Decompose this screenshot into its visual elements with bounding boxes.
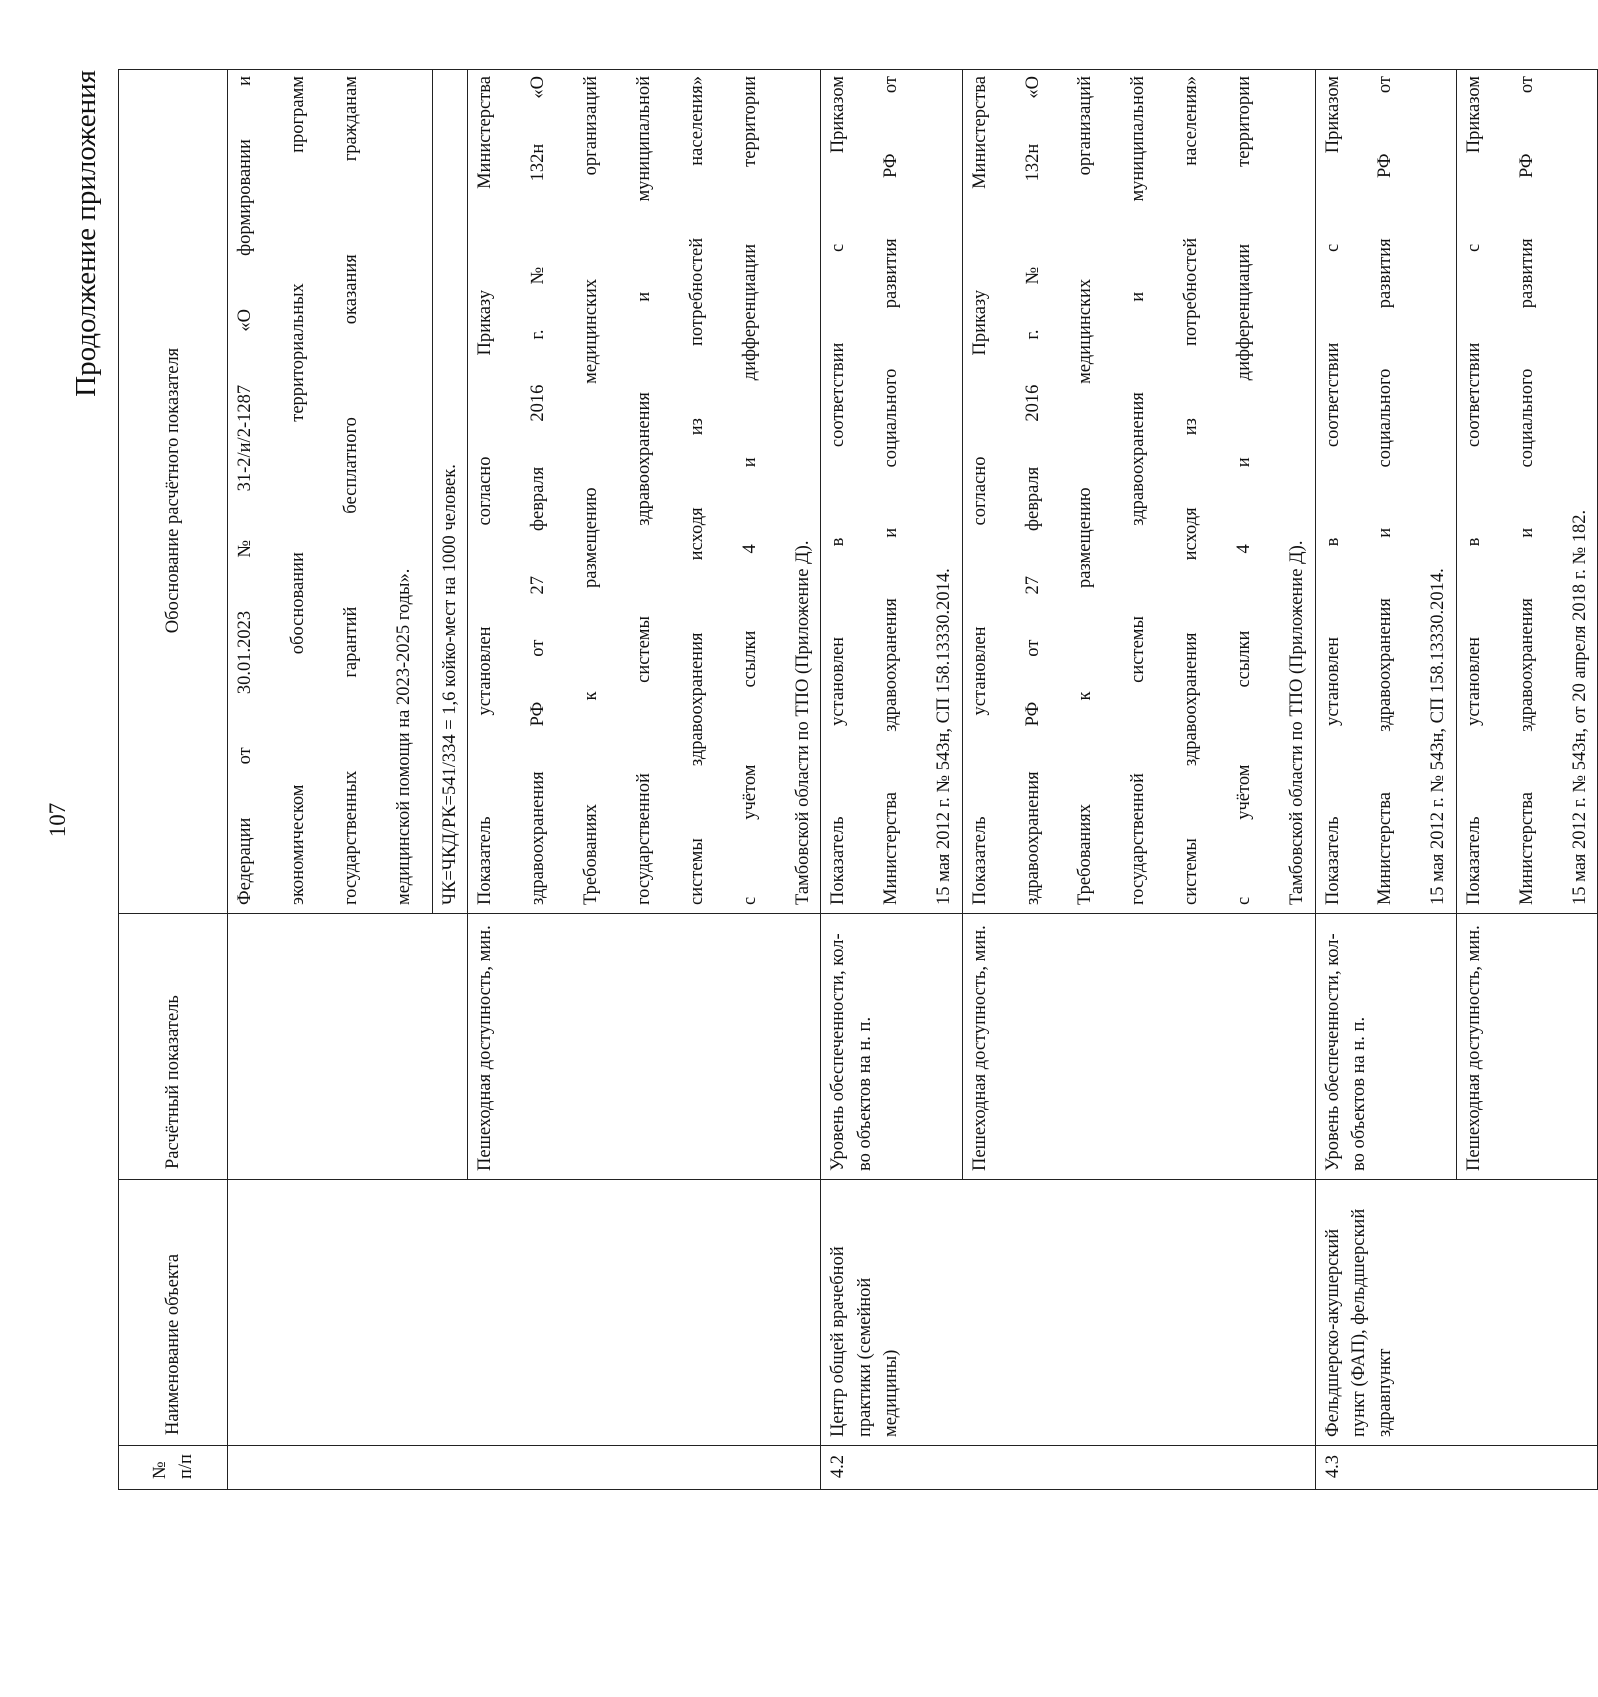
justification-line: системы здравоохранения исходя из потребностей населения» xyxy=(1181,76,1202,905)
row-justification xyxy=(228,70,433,914)
row-object-name: Фельдшерско-акушерский пункт (ФАП), фельдшерский здравпункт xyxy=(1315,1180,1598,1446)
justification-line: Требованиях к размещению медицинских организаций xyxy=(1075,76,1096,905)
justification-line: Министерства здравоохранения и социального развития РФ от xyxy=(881,76,902,905)
justification-line: с учётом ссылки 4 и дифференциации территории xyxy=(739,76,760,905)
row-justification xyxy=(1315,70,1456,914)
table-row xyxy=(1315,70,1456,1490)
justification-line: государственной системы здравоохранения и муниципальной xyxy=(1128,76,1149,905)
justification-line: с учётом ссылки 4 и дифференциации территории xyxy=(1234,76,1255,905)
row-justification xyxy=(468,70,821,914)
header-indicator: Расчётный показатель xyxy=(119,914,228,1180)
justification-line: Федерации от 30.01.2023 №31-2/и/2-1287 «О формировании и xyxy=(235,76,255,905)
header-num: № п/п xyxy=(119,1446,228,1490)
row-justification xyxy=(821,70,962,914)
indicators-table xyxy=(118,69,1598,1490)
continuation-heading: Продолжение приложения xyxy=(70,70,102,397)
row-object-name: Центр общей врачебной практики (семейной медицины) xyxy=(821,1180,1315,1446)
justification-line: Тамбовской области по ТПО (Приложение Д). xyxy=(1287,540,1308,905)
row-num: 4.3 xyxy=(1315,1446,1598,1490)
justification-line: Тамбовской области по ТПО (Приложение Д). xyxy=(792,540,813,905)
justification-line: 15 мая 2012 г. № 543н, СП 158.13330.2014. xyxy=(1428,568,1449,905)
row-indicator: Пешеходная доступность, мин. xyxy=(1456,914,1597,1180)
justification-line: медицинской помощи на 2023-2025 годы». xyxy=(393,568,414,905)
table-row xyxy=(228,70,433,1490)
row-indicator: Уровень обеспеченности, кол-во объектов на н. п. xyxy=(1315,914,1456,1180)
justification-line: Показатель установлен в соответствии с Приказом xyxy=(1463,76,1484,905)
header-justification: Обоснование расчётного показателя xyxy=(119,70,228,914)
row-num: 4.2 xyxy=(821,1446,1315,1490)
row-object-name xyxy=(228,1180,821,1446)
row-num xyxy=(228,1446,821,1490)
justification-line: Показатель установлен в соответствии с Приказом xyxy=(1322,76,1343,905)
row-indicator: Пешеходная доступность, мин. xyxy=(468,914,821,1180)
justification-line: здравоохранения РФ от 27 февраля 2016 г. № 132н «О xyxy=(1022,76,1043,905)
justification-line: 15 мая 2012 г. № 543н, СП 158.13330.2014. xyxy=(934,568,955,905)
row-indicator xyxy=(228,914,468,1180)
justification-line: государственных гарантий бесплатного оказания гражданам xyxy=(340,76,361,905)
justification-line: Показатель установлен согласно Приказу Министерства xyxy=(969,76,990,905)
justification-line: здравоохранения РФ от 27 февраля 2016 г. № 132н «О xyxy=(528,76,549,905)
table-header-row xyxy=(119,70,228,1490)
row-justification xyxy=(962,70,1315,914)
justification-line: Показатель установлен согласно Приказу Министерства xyxy=(475,76,496,905)
justification-line: экономическом обосновании территориальных программ xyxy=(287,76,308,905)
row-indicator: Пешеходная доступность, мин. xyxy=(962,914,1315,1180)
justification-line: Показатель установлен в соответствии с Приказом xyxy=(828,76,849,905)
page-number: 107 xyxy=(45,802,70,838)
header-object-name: Наименование объекта xyxy=(119,1180,228,1446)
justification-line: системы здравоохранения исходя из потребностей населения» xyxy=(687,76,708,905)
row-indicator: Уровень обеспеченности, кол-во объектов на н. п. xyxy=(821,914,962,1180)
justification-line: 15 мая 2012 г. № 543н, от 20 апреля 2018 г. № 182. xyxy=(1569,509,1590,905)
row-formula: ЧК=ЧКД/РК=541/334 = 1,6 койко-мест на 1000 человек. xyxy=(433,70,468,914)
justification-line: Министерства здравоохранения и социального развития РФ от xyxy=(1516,76,1537,905)
row-justification xyxy=(1456,70,1597,914)
justification-line: государственной системы здравоохранения и муниципальной xyxy=(634,76,655,905)
table-row xyxy=(821,70,962,1490)
justification-line: Министерства здравоохранения и социального развития РФ от xyxy=(1375,76,1396,905)
justification-line: Требованиях к размещению медицинских организаций xyxy=(581,76,602,905)
